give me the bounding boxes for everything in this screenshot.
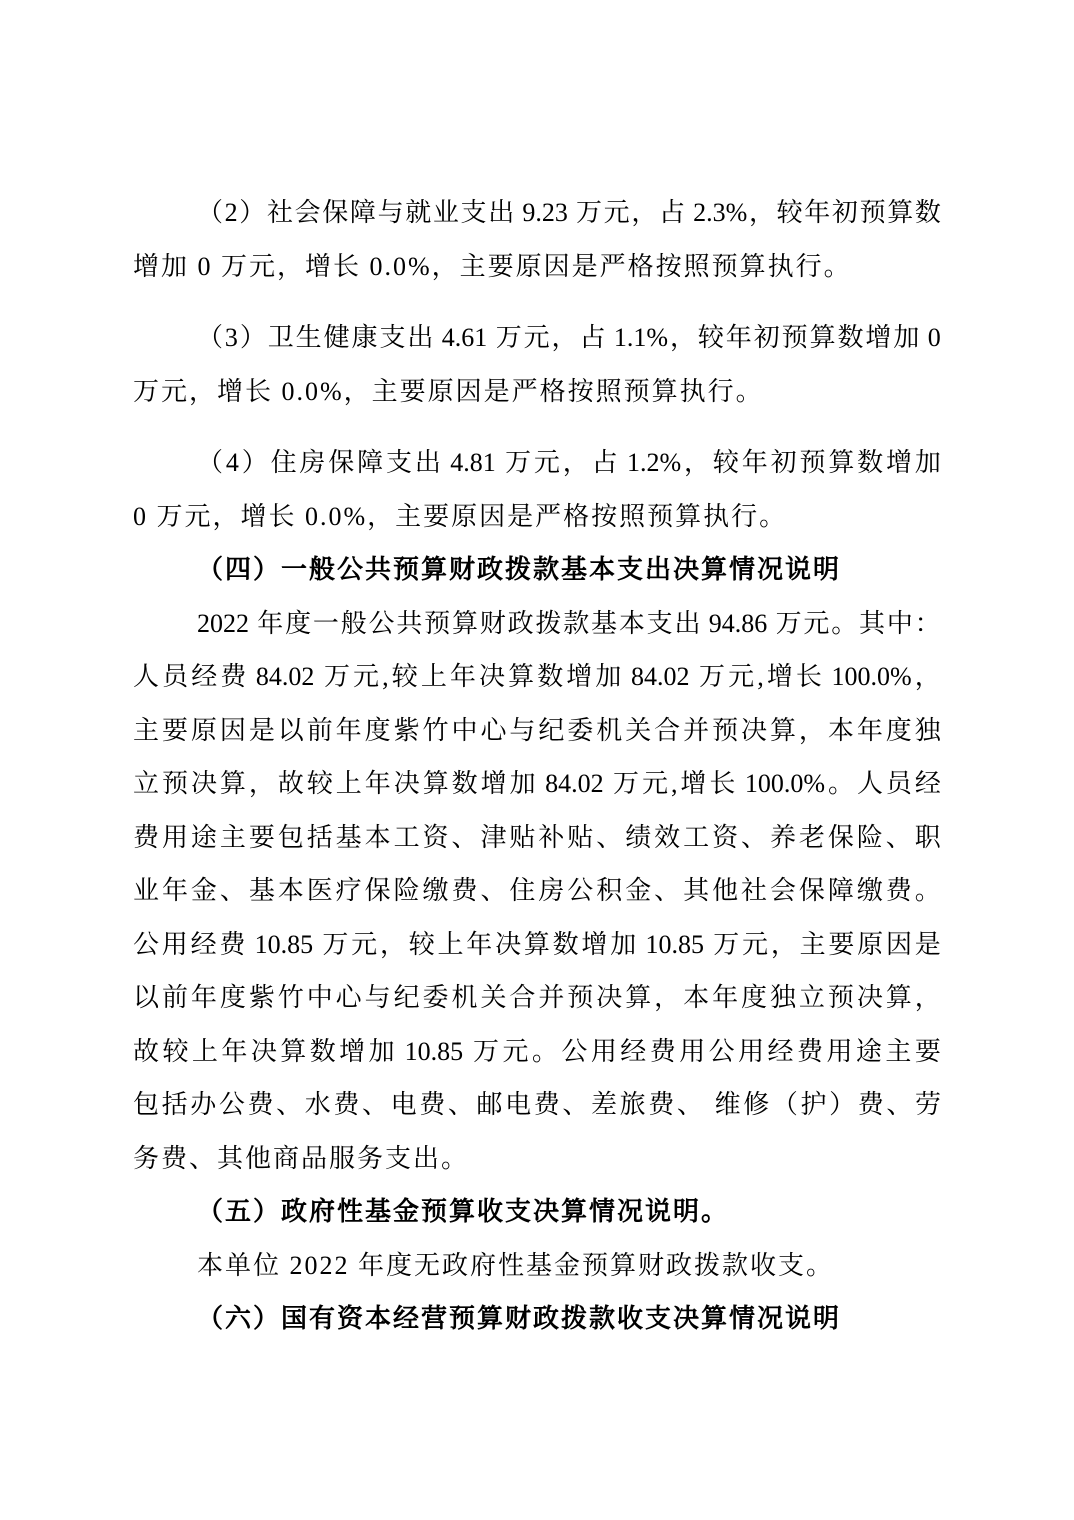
text-line: （ 4 ） 住 房 保 障 支 出 4.81 万 元 ， 占 1.2% ， 较 年 初 预 算 数 增 加	[197, 448, 941, 477]
text-line: 故 较 上 年 决 算 数 增 加 10.85 万 元 。 公 用 经 费 用 公 用 经 费 用 途 主 要	[133, 1036, 941, 1066]
paragraph-social-security-expenditure	[133, 186, 941, 293]
heading-section-four	[133, 543, 941, 597]
text-line: 人 员 经 费 84.02 万 元 , 较 上 年 决 算 数 增 加 84.02 万 元 , 增 长 100.0% ，	[133, 662, 941, 691]
text-line: （六）国有资本经营预算财政拨款收支决算情况说明	[197, 1304, 842, 1333]
text-line: 立 预 决 算 ， 故 较 上 年 决 算 数 增 加 84.02 万 元 , 增 长 100.0% 。 人 员 经	[133, 769, 941, 798]
paragraph-housing-expenditure	[133, 436, 941, 543]
text-line: 业 年 金 、 基 本 医 疗 保 险 缴 费 、 住 房 公 积 金 、 其 他 社 会 保 障 缴 费 。	[133, 876, 941, 905]
text-line: 费 用 途 主 要 包 括 基 本 工 资 、 津 贴 补 贴 、 绩 效 工 资 、 养 老 保 险 、 职	[133, 822, 941, 852]
paragraph-health-expenditure	[133, 311, 941, 418]
text-line: （ 3 ） 卫 生 健 康 支 出 4.61 万 元 ， 占 1.1% ， 较 年 初 预 算 数 增 加 0	[197, 323, 941, 352]
text-line: 以 前 年 度 紫 竹 中 心 与 纪 委 机 关 合 并 预 决 算 ， 本 年 度 独 立 预 决 算 ，	[133, 983, 941, 1012]
text-line: 0 万元，增长 0.0%，主要原因是严格按照预算执行。	[133, 501, 788, 531]
text-line: （五）政府性基金预算收支决算情况说明。	[197, 1197, 730, 1226]
text-line: 万元，增长 0.0%，主要原因是严格按照预算执行。	[133, 376, 764, 406]
text-line: 增加 0 万元，增长 0.0%，主要原因是严格按照预算执行。	[133, 251, 852, 281]
text-line: 务费、其他商品服务支出。	[133, 1143, 470, 1173]
text-line: 包 括 办 公 费 、 水 费 、 电 费 、 邮 电 费 、 差 旅 费 、 维 修 （ 护 ） 费 、 劳	[133, 1090, 941, 1119]
text-line: 2022 年 度 一 般 公 共 预 算 财 政 拨 款 基 本 支 出 94.86 万 元 。 其 中 ：	[197, 608, 941, 638]
text-line: 本单位 2022 年度无政府性基金预算财政拨款收支。	[197, 1250, 835, 1280]
heading-section-five	[133, 1185, 941, 1239]
heading-section-six	[133, 1292, 941, 1346]
text-line: （ 2 ） 社 会 保 障 与 就 业 支 出 9.23 万 元 ， 占 2.3% ， 较 年 初 预 算 数	[197, 198, 941, 227]
paragraph-basic-expenditure-detail	[133, 597, 941, 1186]
text-line: 主 要 原 因 是 以 前 年 度 紫 竹 中 心 与 纪 委 机 关 合 并 预 决 算 ， 本 年 度 独	[133, 715, 941, 745]
paragraph-government-fund	[133, 1239, 941, 1293]
text-line: 公 用 经 费 10.85 万 元 ， 较 上 年 决 算 数 增 加 10.85 万 元 ， 主 要 原 因 是	[133, 929, 941, 959]
text-line: （四）一般公共预算财政拨款基本支出决算情况说明	[197, 555, 842, 584]
